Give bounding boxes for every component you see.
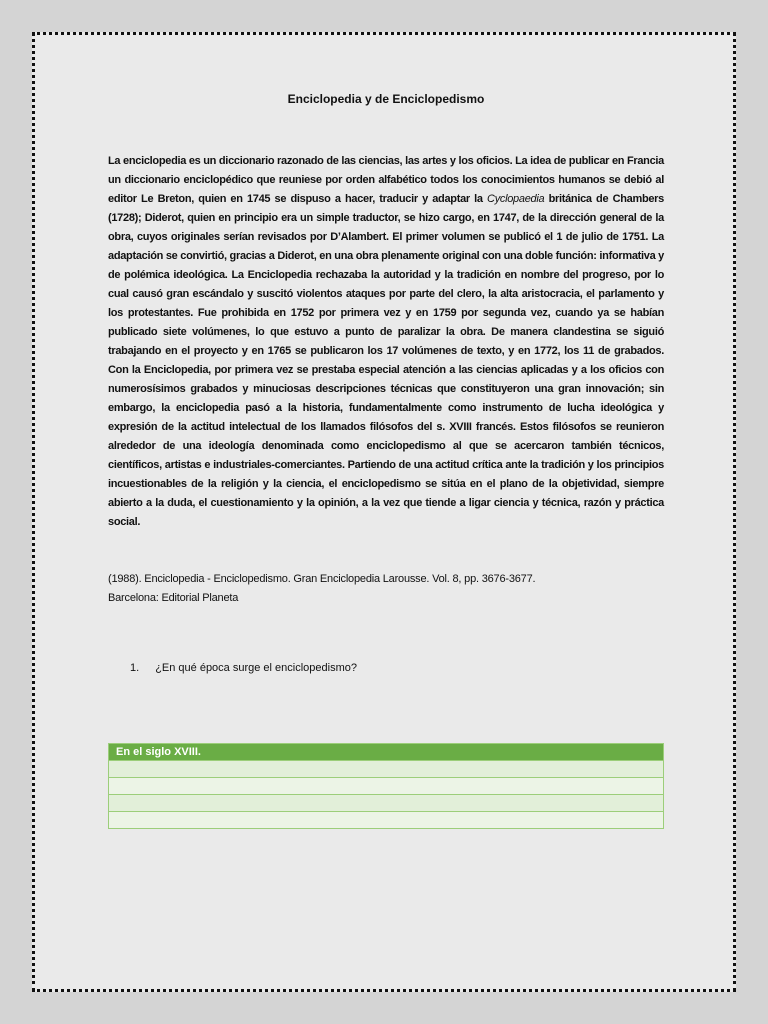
answer-row	[109, 778, 664, 795]
document-page	[32, 32, 736, 992]
question-text: ¿En qué época surge el enciclopedismo?	[155, 662, 357, 674]
body-text-part-2: británica de Chambers (1728); Diderot, quien en principio era un simple traductor, se hizo cargo, en 1747, de la dirección general de la obra, cuyos originales serían revisados por D’Alambert. El primer volumen se publicó el 1 de julio de 1751. La adaptación se convirtió, gracias a Diderot, en una obra plenamente original con una doble función: informativa y de polémica ideológica. La Enciclopedia rechazaba la autoridad y la tradición en nombre del progreso, por lo cual causó gran escándalo y suscitó violentos ataques por parte del clero, la alta aristocracia, el parlamento y los protestantes. Fue prohibida en 1752 por primera vez y en 1759 por segunda vez, cuando ya se habían publicado siete volúmenes, lo que estuvo a punto de paralizar la obra. De manera clandestina se siguió trabajando en el proyecto y en 1765 se publicaron los 17 volúmenes de texto, y en 1772, los 11 de grabados. Con la Enciclopedia, por primera vez se prestaba especial atención a las ciencias aplicadas y a los oficios con numerosísimos grabados y minuciosas descripciones técnicas que constituyeron una gran innovación; sin embargo, la enciclopedia pasó a la historia, fundamentalmente como instrumento de lucha ideológica y expresión de la actitud intelectual de los llamados filósofos del s. XVIII francés. Estos filósofos se reunieron alrededor de una ideología denominada como enciclopedismo al que se acercaron también técnicos, científicos, artistas e industriales-comerciantes. Partiendo de una actitud crítica ante la tradición y los principios incuestionables de la religión y la ciencia, el enciclopedismo se sitúa en el plano de la objetividad, siempre abierto a la duda, el cuestionamiento y la opinión, a la vez que tiende a ligar ciencia y técnica, razón y práctica social.	[108, 193, 664, 528]
citation-line-1: (1988). Enciclopedia - Enciclopedismo. Gran Enciclopedia Larousse. Vol. 8, pp. 3676-3677.	[108, 573, 536, 585]
answer-cell[interactable]: En el siglo XVIII.	[109, 744, 664, 761]
citation	[108, 570, 664, 608]
body-text-part-1: La enciclopedia es un diccionario razonado de las ciencias, las artes y los oficios. La idea de publicar en Francia un diccionario enciclopédico que reuniese por orden alfabético todos los conocimientos humanos se debió al editor Le Breton, quien en 1745 se dispuso a hacer, traducir y adaptar la	[108, 155, 664, 205]
citation-line-2: Barcelona: Editorial Planeta	[108, 592, 239, 604]
body-paragraph	[108, 152, 664, 532]
answer-table	[108, 743, 664, 829]
answer-row	[109, 795, 664, 812]
document-content	[108, 92, 664, 674]
answer-cell[interactable]	[109, 795, 664, 812]
answer-cell[interactable]	[109, 761, 664, 778]
answer-row	[109, 744, 664, 761]
body-text-italic: Cyclopaedia	[487, 193, 545, 205]
answer-row	[109, 761, 664, 778]
answer-row	[109, 812, 664, 829]
question-number: 1.	[130, 662, 140, 674]
answer-cell[interactable]	[109, 812, 664, 829]
question-item	[130, 662, 664, 674]
answer-cell[interactable]	[109, 778, 664, 795]
document-title: Enciclopedia y de Enciclopedismo	[287, 92, 485, 106]
